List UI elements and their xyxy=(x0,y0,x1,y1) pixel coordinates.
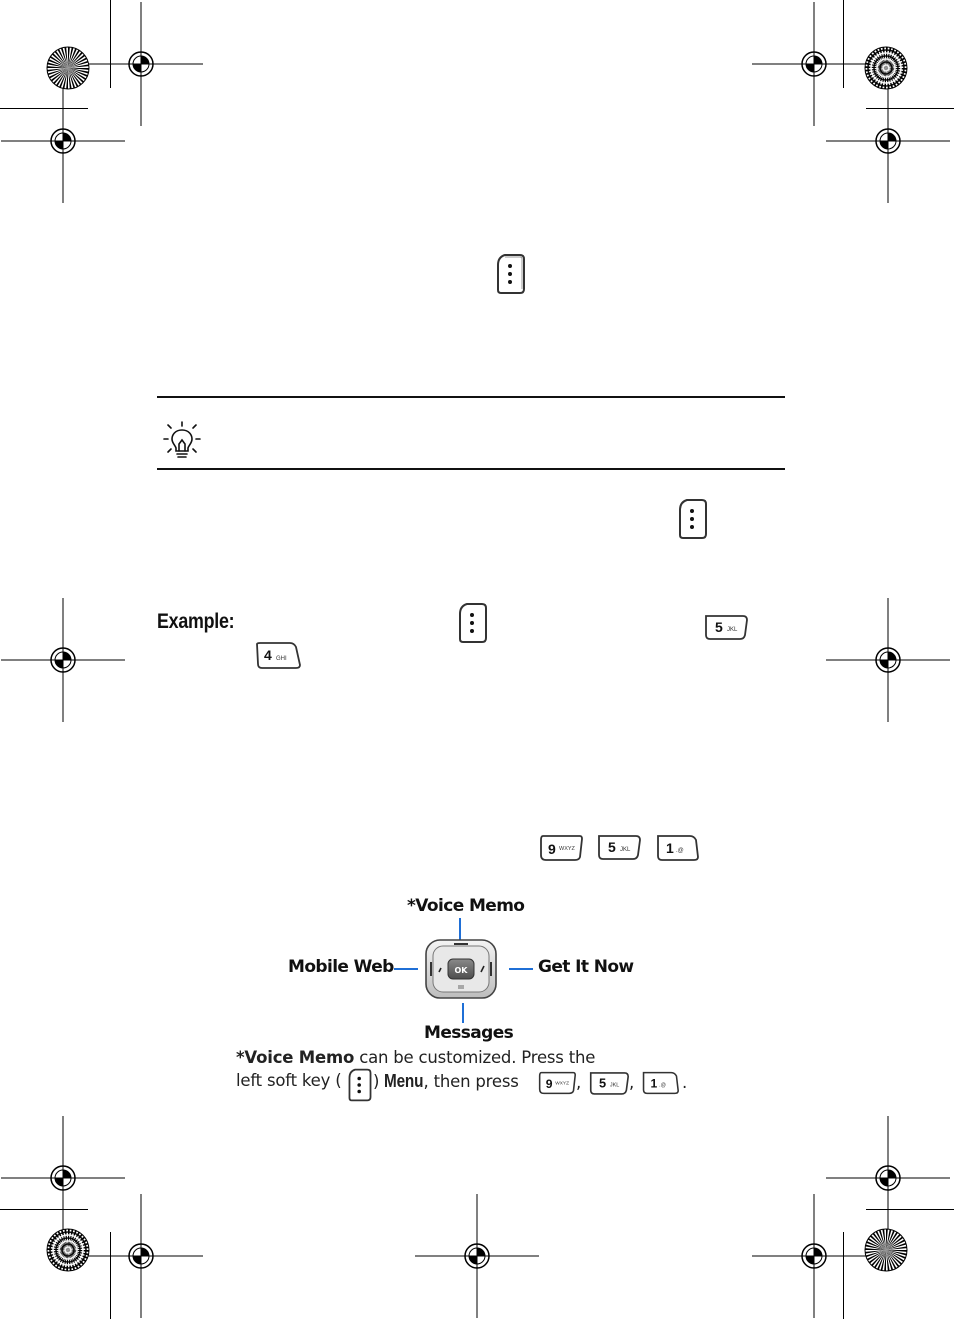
key-4-letters: GHI xyxy=(276,656,287,662)
key-1-letters: .@ xyxy=(659,1082,666,1089)
left-soft-key-icon xyxy=(678,498,708,540)
connector-right xyxy=(509,968,533,970)
tip-bottom-rule xyxy=(157,468,785,470)
left-soft-key-icon xyxy=(496,253,526,295)
caption-line2-start: left soft key ( xyxy=(236,1071,342,1090)
key-9-letters: WXYZ xyxy=(559,846,575,852)
starburst-mark xyxy=(864,1228,908,1272)
caption-line-2 xyxy=(236,1071,341,1090)
key-1-digit: 1 xyxy=(666,840,674,856)
connector-bottom xyxy=(462,1003,464,1023)
connector-top xyxy=(459,918,461,940)
crosshair-mark xyxy=(1,598,125,722)
left-soft-key-icon xyxy=(346,1068,374,1102)
starburst-mark xyxy=(46,46,90,90)
crosshair-mark xyxy=(826,79,950,203)
lightbulb-icon xyxy=(163,420,201,465)
caption-comma-1: , xyxy=(576,1073,582,1092)
key-5-icon xyxy=(596,833,642,861)
starburst-mark xyxy=(46,1228,90,1272)
key-5-digit: 5 xyxy=(715,619,723,635)
key-1-icon xyxy=(638,1070,682,1096)
key-9-icon xyxy=(538,833,584,863)
caption-voice-memo: *Voice Memo xyxy=(236,1048,355,1067)
caption-period: . xyxy=(682,1073,688,1092)
key-5-digit: 5 xyxy=(598,1075,607,1091)
caption-menu: Menu xyxy=(384,1071,424,1091)
label-voice-memo: *Voice Memo xyxy=(407,896,525,916)
crosshair-mark xyxy=(752,1194,876,1318)
crosshair-mark xyxy=(826,598,950,722)
caption-line-2-rest xyxy=(373,1071,519,1092)
navigation-key-icon xyxy=(424,938,498,1005)
caption-comma-2: , xyxy=(629,1073,635,1092)
left-soft-key-icon xyxy=(458,602,488,644)
key-5-digit: 5 xyxy=(608,839,616,855)
key-9-digit: 9 xyxy=(545,1077,553,1092)
key-5-letters: JKL xyxy=(620,847,631,853)
starburst-mark xyxy=(864,46,908,90)
key-9-letters: WXYZ xyxy=(555,1081,570,1087)
key-9-digit: 9 xyxy=(548,841,556,857)
key-1-icon xyxy=(654,833,700,863)
caption-line-1 xyxy=(236,1048,595,1067)
crosshair-mark xyxy=(415,1194,539,1318)
label-messages: Messages xyxy=(424,1023,514,1043)
key-4-icon xyxy=(254,641,302,671)
key-4-digit: 4 xyxy=(264,647,272,663)
caption-line1-text: can be customized. Press the xyxy=(354,1048,596,1067)
key-1-digit: 1 xyxy=(650,1076,658,1091)
key-5-icon xyxy=(588,1070,630,1096)
label-mobile-web: Mobile Web xyxy=(288,957,394,977)
tip-top-rule xyxy=(157,396,785,398)
example-label: Example: xyxy=(157,610,235,633)
ok-key-label: OK xyxy=(454,966,468,975)
label-get-it-now: Get It Now xyxy=(538,957,634,977)
crosshair-mark xyxy=(79,1194,203,1318)
key-5-letters: JKL xyxy=(727,627,738,633)
key-5-letters: JKL xyxy=(609,1082,620,1089)
crosshair-mark xyxy=(1,79,125,203)
key-5-icon xyxy=(703,613,749,641)
connector-left xyxy=(394,968,418,970)
key-9-icon xyxy=(536,1070,578,1096)
caption-close-paren: ) xyxy=(373,1072,380,1091)
caption-then-press: , then press xyxy=(423,1072,519,1091)
key-1-letters: .@ xyxy=(676,848,684,854)
